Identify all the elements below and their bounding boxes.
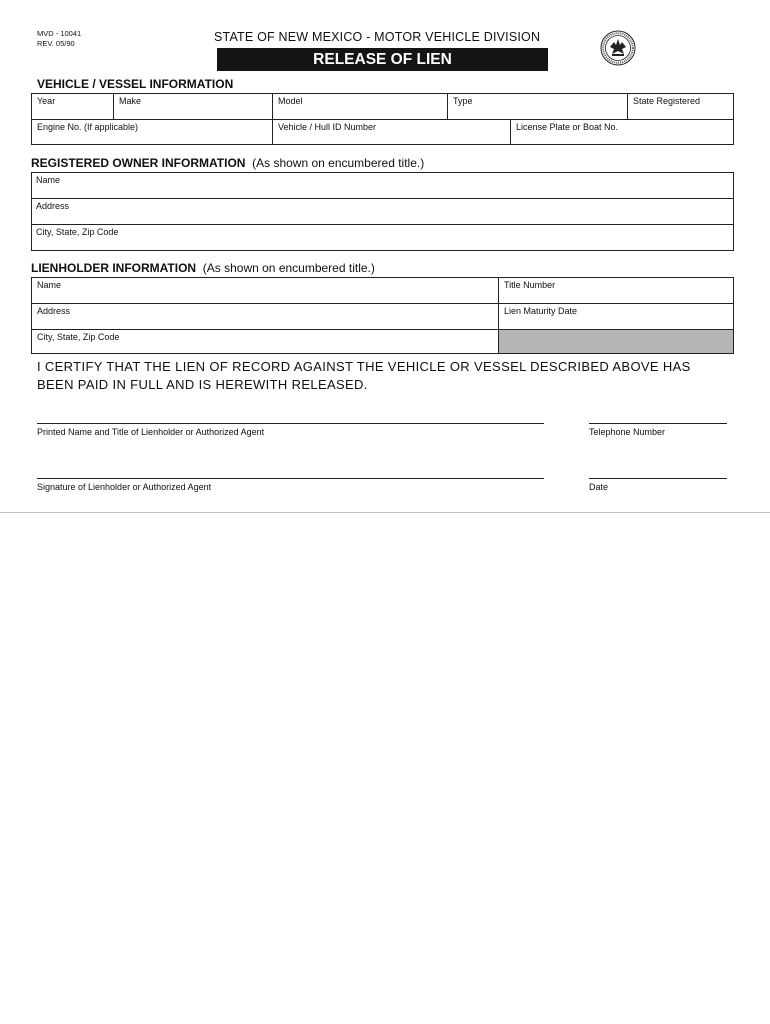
- printed-name-line[interactable]: [37, 423, 544, 424]
- signature-line[interactable]: [37, 478, 544, 479]
- year-label: Year: [37, 96, 56, 106]
- state-seal-icon: [600, 30, 636, 66]
- telephone-line[interactable]: [589, 423, 727, 424]
- make-label: Make: [119, 96, 142, 106]
- form-number-block: [37, 29, 81, 49]
- form-number: MVD - 10041: [37, 29, 82, 38]
- lienholder-subheading: (As shown on encumbered title.): [202, 261, 375, 275]
- plate-field[interactable]: [510, 119, 733, 144]
- lienholder-city-label: City, State, Zip Code: [37, 332, 120, 342]
- owner-address-field[interactable]: [31, 198, 733, 224]
- lienholder-section-heading: [31, 261, 375, 275]
- form-title: RELEASE OF LIEN: [217, 48, 548, 71]
- owner-table-left-border: [31, 172, 32, 251]
- owner-heading-text: REGISTERED OWNER INFORMATION: [31, 156, 246, 170]
- vehicle-section-heading: VEHICLE / VESSEL INFORMATION: [37, 77, 234, 91]
- lienholder-name-label: Name: [37, 280, 62, 290]
- hull-id-label: Vehicle / Hull ID Number: [278, 122, 377, 132]
- signature-caption: Signature of Lienholder or Authorized Agent: [37, 482, 212, 492]
- owner-name-field[interactable]: [31, 172, 733, 198]
- printed-name-caption: Printed Name and Title of Lienholder or Authorized Agent: [37, 427, 265, 437]
- owner-city-field[interactable]: [31, 224, 733, 250]
- year-field[interactable]: [31, 93, 113, 119]
- lienholder-address-field[interactable]: [31, 303, 498, 329]
- lienholder-heading-text: LIENHOLDER INFORMATION: [31, 261, 197, 275]
- lienholder-address-label: Address: [37, 306, 71, 316]
- maturity-date-label: Lien Maturity Date: [504, 306, 578, 316]
- owner-name-label: Name: [36, 175, 61, 185]
- lienholder-name-field[interactable]: [31, 277, 498, 303]
- lienholder-city-field[interactable]: [31, 329, 498, 353]
- title-number-field[interactable]: [498, 277, 733, 303]
- model-label: Model: [278, 96, 303, 106]
- form-revision: REV. 05/90: [37, 39, 75, 48]
- owner-table: [31, 172, 734, 251]
- agency-name: STATE OF NEW MEXICO - MOTOR VEHICLE DIVISION: [214, 30, 541, 44]
- title-number-label: Title Number: [504, 280, 556, 290]
- certification-statement: I CERTIFY THAT THE LIEN OF RECORD AGAINST THE VEHICLE OR VESSEL DESCRIBED ABOVE HAS BEEN PAID IN FULL AND IS HEREWITH RELEASED.: [37, 359, 691, 392]
- owner-city-label: City, State, Zip Code: [36, 227, 119, 237]
- vehicle-table: [31, 93, 734, 145]
- date-caption: Date: [589, 482, 609, 492]
- telephone-caption: Telephone Number: [589, 427, 666, 437]
- type-field[interactable]: [447, 93, 627, 119]
- state-registered-label: State Registered: [633, 96, 701, 106]
- owner-subheading: (As shown on encumbered title.): [252, 156, 425, 170]
- model-field[interactable]: [272, 93, 447, 119]
- owner-section-heading: [31, 156, 424, 170]
- page-divider: [0, 512, 770, 513]
- maturity-date-field[interactable]: [498, 303, 733, 329]
- engine-no-field[interactable]: [31, 119, 272, 144]
- shaded-cell: [498, 329, 733, 353]
- state-registered-field[interactable]: [627, 93, 733, 119]
- make-field[interactable]: [113, 93, 272, 119]
- owner-address-label: Address: [36, 201, 70, 211]
- plate-label: License Plate or Boat No.: [516, 122, 619, 132]
- lienholder-table: [31, 277, 734, 354]
- engine-no-label: Engine No. (If applicable): [37, 122, 139, 132]
- hull-id-field[interactable]: [272, 119, 510, 144]
- date-line[interactable]: [589, 478, 727, 479]
- type-label: Type: [453, 96, 473, 106]
